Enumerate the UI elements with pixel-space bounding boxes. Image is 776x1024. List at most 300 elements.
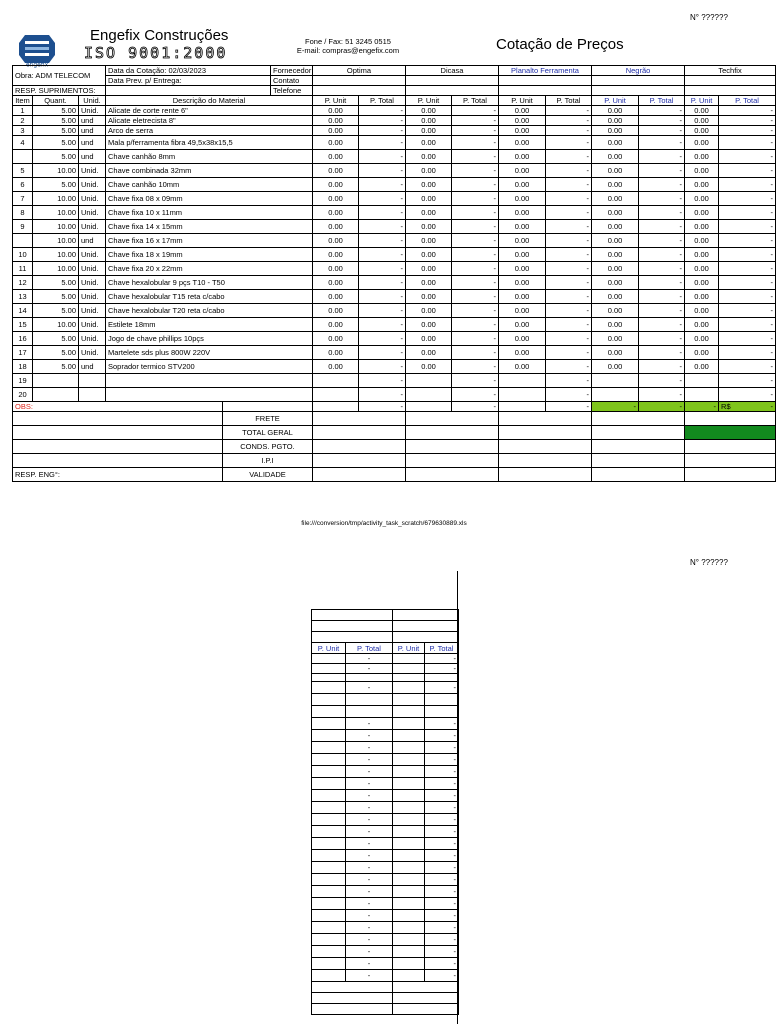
unit-price [312, 718, 346, 730]
item-unit: Unid. [79, 164, 106, 178]
total-price: - [359, 262, 406, 276]
unit-price: 0.00 [313, 290, 359, 304]
item-unit: Unid. [79, 304, 106, 318]
total-price: - [639, 234, 685, 248]
total-price: - [452, 346, 499, 360]
table-row [13, 276, 776, 290]
unit-price: 0.00 [406, 178, 452, 192]
unit-price: 0.00 [499, 304, 546, 318]
svg-text:engefix: engefix [25, 61, 49, 69]
unit-price: 0.00 [406, 332, 452, 346]
total-price: - [359, 234, 406, 248]
validade-label: VALIDADE [223, 468, 313, 482]
unit-price [393, 826, 425, 838]
total-price: - [425, 664, 459, 674]
obs-total-cell [406, 402, 452, 412]
column-header-row [312, 643, 459, 654]
summary-cell [406, 440, 499, 454]
table-row [312, 742, 459, 754]
total-price: - [346, 742, 393, 754]
unit-price [312, 886, 346, 898]
item-unit [79, 388, 106, 402]
item-unit: und [79, 116, 106, 126]
item-number [13, 150, 33, 164]
unit-price [312, 706, 346, 718]
table-row [13, 346, 776, 360]
obs-total-cell [313, 402, 359, 412]
total-price: - [425, 766, 459, 778]
total-price: - [452, 360, 499, 374]
unit-price [312, 682, 346, 694]
unit-price: 0.00 [313, 360, 359, 374]
unit-price [312, 934, 346, 946]
supplier-name: Optima [313, 66, 406, 76]
unit-price: 0.00 [592, 262, 639, 276]
item-description: Soprador termico STV200 [106, 360, 313, 374]
total-price: - [719, 192, 776, 206]
item-description: Jogo de chave phillips 10pçs [106, 332, 313, 346]
col-descricao: Descrição do Material [106, 96, 313, 106]
item-quantity: 5.00 [33, 106, 79, 116]
total-price [346, 674, 393, 682]
item-unit: und [79, 150, 106, 164]
summary-cell [313, 426, 406, 440]
col-quant: Quant. [33, 96, 79, 106]
total-price: - [546, 360, 592, 374]
total-price: - [546, 346, 592, 360]
item-description [106, 374, 313, 388]
unit-price: 0.00 [592, 150, 639, 164]
total-price: - [452, 234, 499, 248]
item-number: 2 [13, 116, 33, 126]
total-price: - [425, 910, 459, 922]
item-quantity: 10.00 [33, 164, 79, 178]
summary-cell [406, 468, 499, 482]
unit-price: 0.00 [499, 220, 546, 234]
summary-cell [499, 412, 592, 426]
total-price: - [359, 360, 406, 374]
unit-price: 0.00 [406, 136, 452, 150]
unit-price: 0.00 [499, 136, 546, 150]
unit-price: 0.00 [406, 106, 452, 116]
table-row [312, 754, 459, 766]
table-row [312, 838, 459, 850]
total-price: - [346, 664, 393, 674]
unit-price: 0.00 [592, 234, 639, 248]
unit-price [393, 742, 425, 754]
unit-price [393, 874, 425, 886]
total-price: - [346, 814, 393, 826]
unit-price [499, 388, 546, 402]
item-description: Chave fixa 14 x 15mm [106, 220, 313, 234]
summary-cell [313, 468, 406, 482]
telefone-label: Telefone [271, 86, 313, 96]
item-description: Chave hexalobular T15 reta c/cabo [106, 290, 313, 304]
total-price: - [639, 206, 685, 220]
unit-price: 0.00 [499, 360, 546, 374]
unit-price: 0.00 [685, 178, 719, 192]
item-number: 15 [13, 318, 33, 332]
item-description: Martelete sds plus 800W 220V [106, 346, 313, 360]
total-price: - [546, 164, 592, 178]
total-price: - [719, 360, 776, 374]
table-row [13, 164, 776, 178]
unit-price: 0.00 [313, 346, 359, 360]
total-price: - [346, 922, 393, 934]
total-price: - [639, 332, 685, 346]
total-price: - [346, 862, 393, 874]
unit-price: 0.00 [499, 248, 546, 262]
unit-price [312, 958, 346, 970]
unit-price: 0.00 [499, 332, 546, 346]
unit-price [312, 970, 346, 982]
col-item: Item [13, 96, 33, 106]
unit-price: 0.00 [685, 126, 719, 136]
total-price: - [425, 826, 459, 838]
unit-price [312, 862, 346, 874]
unit-price: 0.00 [592, 126, 639, 136]
table-row [312, 886, 459, 898]
item-quantity [33, 374, 79, 388]
data-cotacao: Data da Cotação: 02/03/2023 [106, 66, 271, 76]
table-row [312, 632, 459, 643]
total-price: - [359, 136, 406, 150]
unit-price [393, 850, 425, 862]
obs-total-cell: - [685, 402, 719, 412]
item-description: Chave fixa 16 x 17mm [106, 234, 313, 248]
document-number: N° ?????? [690, 558, 728, 567]
table-row [312, 826, 459, 838]
total-price: - [452, 150, 499, 164]
total-price: - [359, 150, 406, 164]
unit-price [312, 664, 346, 674]
item-number: 6 [13, 178, 33, 192]
total-price: - [639, 290, 685, 304]
unit-price: 0.00 [313, 206, 359, 220]
item-unit: und [79, 136, 106, 150]
table-row [312, 694, 459, 706]
unit-price: 0.00 [685, 276, 719, 290]
total-price: - [346, 874, 393, 886]
item-quantity: 5.00 [33, 116, 79, 126]
total-price: - [639, 106, 685, 116]
total-price: - [452, 276, 499, 290]
contato-label: Contato [271, 76, 313, 86]
total-price: - [719, 304, 776, 318]
total-price: - [346, 766, 393, 778]
col-punit: P. Unit [312, 643, 346, 654]
unit-price [393, 946, 425, 958]
total-price: - [546, 388, 592, 402]
item-quantity: 10.00 [33, 234, 79, 248]
phone-line: Fone / Fax: 51 3245 0515 [305, 37, 391, 46]
unit-price [312, 874, 346, 886]
total-price: - [719, 374, 776, 388]
total-price: - [425, 790, 459, 802]
unit-price: 0.00 [499, 234, 546, 248]
total-price: - [425, 718, 459, 730]
item-number: 9 [13, 220, 33, 234]
col-ptotal: P. Total [425, 643, 459, 654]
total-price: - [546, 116, 592, 126]
total-price [425, 694, 459, 706]
total-price: - [452, 318, 499, 332]
unit-price: 0.00 [313, 126, 359, 136]
unit-price [312, 778, 346, 790]
unit-price [393, 934, 425, 946]
total-price: - [639, 136, 685, 150]
item-quantity: 10.00 [33, 192, 79, 206]
unit-price: 0.00 [499, 106, 546, 116]
total-price: - [346, 778, 393, 790]
total-price: - [359, 220, 406, 234]
unit-price: 0.00 [313, 164, 359, 178]
table-row [13, 206, 776, 220]
total-price: - [452, 290, 499, 304]
item-description: Chave hexalobular T20 reta c/cabo [106, 304, 313, 318]
total-price: - [452, 126, 499, 136]
total-price: - [546, 234, 592, 248]
supplier-name: Planalto Ferramenta [499, 66, 592, 76]
unit-price [312, 850, 346, 862]
table-row [13, 192, 776, 206]
obs-total-cell [499, 402, 546, 412]
item-number: 13 [13, 290, 33, 304]
summary-cell [685, 426, 776, 440]
unit-price: 0.00 [592, 206, 639, 220]
item-quantity: 10.00 [33, 318, 79, 332]
total-price: - [546, 332, 592, 346]
total-price: - [546, 262, 592, 276]
total-price: - [546, 318, 592, 332]
item-number: 16 [13, 332, 33, 346]
unit-price: 0.00 [406, 346, 452, 360]
unit-price [393, 778, 425, 790]
table-row [13, 318, 776, 332]
summary-cell [499, 468, 592, 482]
total-price: - [452, 192, 499, 206]
supplier-name: Dicasa [406, 66, 499, 76]
total-price: - [639, 164, 685, 178]
table-row [13, 290, 776, 304]
unit-price: 0.00 [406, 150, 452, 164]
table-row [13, 332, 776, 346]
obs-total-cell: - [592, 402, 639, 412]
unit-price [685, 374, 719, 388]
unit-price [393, 862, 425, 874]
total-price: - [359, 192, 406, 206]
unit-price [393, 922, 425, 934]
summary-cell [685, 412, 776, 426]
table-row [312, 718, 459, 730]
unit-price: 0.00 [406, 290, 452, 304]
item-unit: Unid. [79, 106, 106, 116]
unit-price [393, 838, 425, 850]
unit-price: 0.00 [313, 318, 359, 332]
table-row [312, 674, 459, 682]
unit-price: 0.00 [592, 178, 639, 192]
total-price: - [425, 862, 459, 874]
total-price: - [359, 248, 406, 262]
unit-price: 0.00 [499, 126, 546, 136]
email-line: E-mail: compras@engefix.com [296, 46, 400, 55]
item-description: Chave hexalobular 9 pçs T10 - T50 [106, 276, 313, 290]
total-price: - [452, 206, 499, 220]
total-price: - [639, 374, 685, 388]
summary-row [13, 440, 776, 454]
unit-price: 0.00 [685, 116, 719, 126]
item-description: Chave fixa 18 x 19mm [106, 248, 313, 262]
unit-price [312, 674, 346, 682]
total-price: - [359, 304, 406, 318]
unit-price [312, 754, 346, 766]
unit-price [312, 766, 346, 778]
col-ptotal: P. Total [639, 96, 685, 106]
unit-price: 0.00 [685, 262, 719, 276]
total-price: - [359, 206, 406, 220]
total-price: - [452, 304, 499, 318]
total-price: - [425, 850, 459, 862]
total-price: - [425, 654, 459, 664]
table-row [13, 374, 776, 388]
table-row [312, 850, 459, 862]
item-description: Arco de serra [106, 126, 313, 136]
unit-price: 0.00 [313, 248, 359, 262]
table-row [13, 360, 776, 374]
unit-price: 0.00 [406, 360, 452, 374]
total-price: - [425, 874, 459, 886]
summary-cell [685, 454, 776, 468]
total-price: - [546, 304, 592, 318]
item-description: Chave combinada 32mm [106, 164, 313, 178]
total-price: - [546, 136, 592, 150]
item-unit: Unid. [79, 206, 106, 220]
total-price: - [359, 126, 406, 136]
table-row [312, 682, 459, 694]
total-price: - [719, 318, 776, 332]
item-quantity: 5.00 [33, 126, 79, 136]
total-price: - [546, 290, 592, 304]
col-ptotal: P. Total [546, 96, 592, 106]
item-unit: und [79, 126, 106, 136]
table-row [312, 814, 459, 826]
total-price: - [639, 360, 685, 374]
unit-price: 0.00 [685, 360, 719, 374]
total-price: - [452, 388, 499, 402]
item-number: 4 [13, 136, 33, 150]
unit-price: 0.00 [592, 192, 639, 206]
quotation-table [12, 65, 776, 482]
obs-row [13, 402, 776, 412]
item-unit: Unid. [79, 276, 106, 290]
summary-cell [592, 426, 685, 440]
total-price: - [719, 116, 776, 126]
engefix-logo [17, 33, 57, 67]
unit-price: 0.00 [685, 290, 719, 304]
unit-price: 0.00 [592, 164, 639, 178]
unit-price [393, 674, 425, 682]
total-price: - [359, 276, 406, 290]
total-price: - [452, 220, 499, 234]
unit-price: 0.00 [406, 116, 452, 126]
page-title: Cotação de Preços [496, 36, 624, 53]
item-number: 11 [13, 262, 33, 276]
total-price: - [719, 262, 776, 276]
unit-price: 0.00 [499, 192, 546, 206]
unit-price: 0.00 [592, 360, 639, 374]
total-price: - [346, 730, 393, 742]
unit-price [685, 388, 719, 402]
item-description: Alicate eletrecista 8" [106, 116, 313, 126]
item-quantity: 5.00 [33, 304, 79, 318]
unit-price: 0.00 [499, 276, 546, 290]
total-price: - [546, 178, 592, 192]
unit-price: 0.00 [406, 276, 452, 290]
unit-price: 0.00 [685, 220, 719, 234]
unit-price [393, 958, 425, 970]
summary-cell [313, 440, 406, 454]
col-ptotal: P. Total [359, 96, 406, 106]
total-price: - [359, 318, 406, 332]
summary-cell [313, 454, 406, 468]
total-price: - [546, 220, 592, 234]
summary-cell [685, 440, 776, 454]
summary-cell [592, 412, 685, 426]
obra-label: Obra: ADM TELECOM [13, 66, 106, 86]
table-row [13, 178, 776, 192]
unit-price: 0.00 [592, 346, 639, 360]
unit-price: 0.00 [685, 234, 719, 248]
total-price: - [639, 262, 685, 276]
total-price: - [425, 814, 459, 826]
item-quantity: 10.00 [33, 220, 79, 234]
unit-price [393, 706, 425, 718]
total-price: - [346, 838, 393, 850]
total-price: - [425, 730, 459, 742]
total-price: - [425, 958, 459, 970]
unit-price [393, 682, 425, 694]
total-price: - [425, 946, 459, 958]
unit-price [312, 910, 346, 922]
total-price: - [346, 898, 393, 910]
unit-price: 0.00 [313, 276, 359, 290]
unit-price [592, 374, 639, 388]
unit-price [393, 802, 425, 814]
col-punit: P. Unit [592, 96, 639, 106]
unit-price: 0.00 [499, 164, 546, 178]
total-price [346, 694, 393, 706]
table-row [312, 730, 459, 742]
item-unit: Unid. [79, 248, 106, 262]
unit-price: 0.00 [406, 318, 452, 332]
total-price: - [452, 374, 499, 388]
total-price [425, 674, 459, 682]
total-price: - [425, 970, 459, 982]
item-number [13, 234, 33, 248]
total-price: - [719, 388, 776, 402]
unit-price [499, 374, 546, 388]
total-price: - [719, 248, 776, 262]
item-description: Chave fixa 10 x 11mm [106, 206, 313, 220]
col-ptotal: P. Total [346, 643, 393, 654]
iso-certification: ISO 9001:2000 [84, 44, 228, 62]
unit-price [393, 664, 425, 674]
unit-price [393, 886, 425, 898]
unit-price [312, 790, 346, 802]
total-price: - [425, 886, 459, 898]
summary-row [13, 454, 776, 468]
total-price: - [639, 220, 685, 234]
